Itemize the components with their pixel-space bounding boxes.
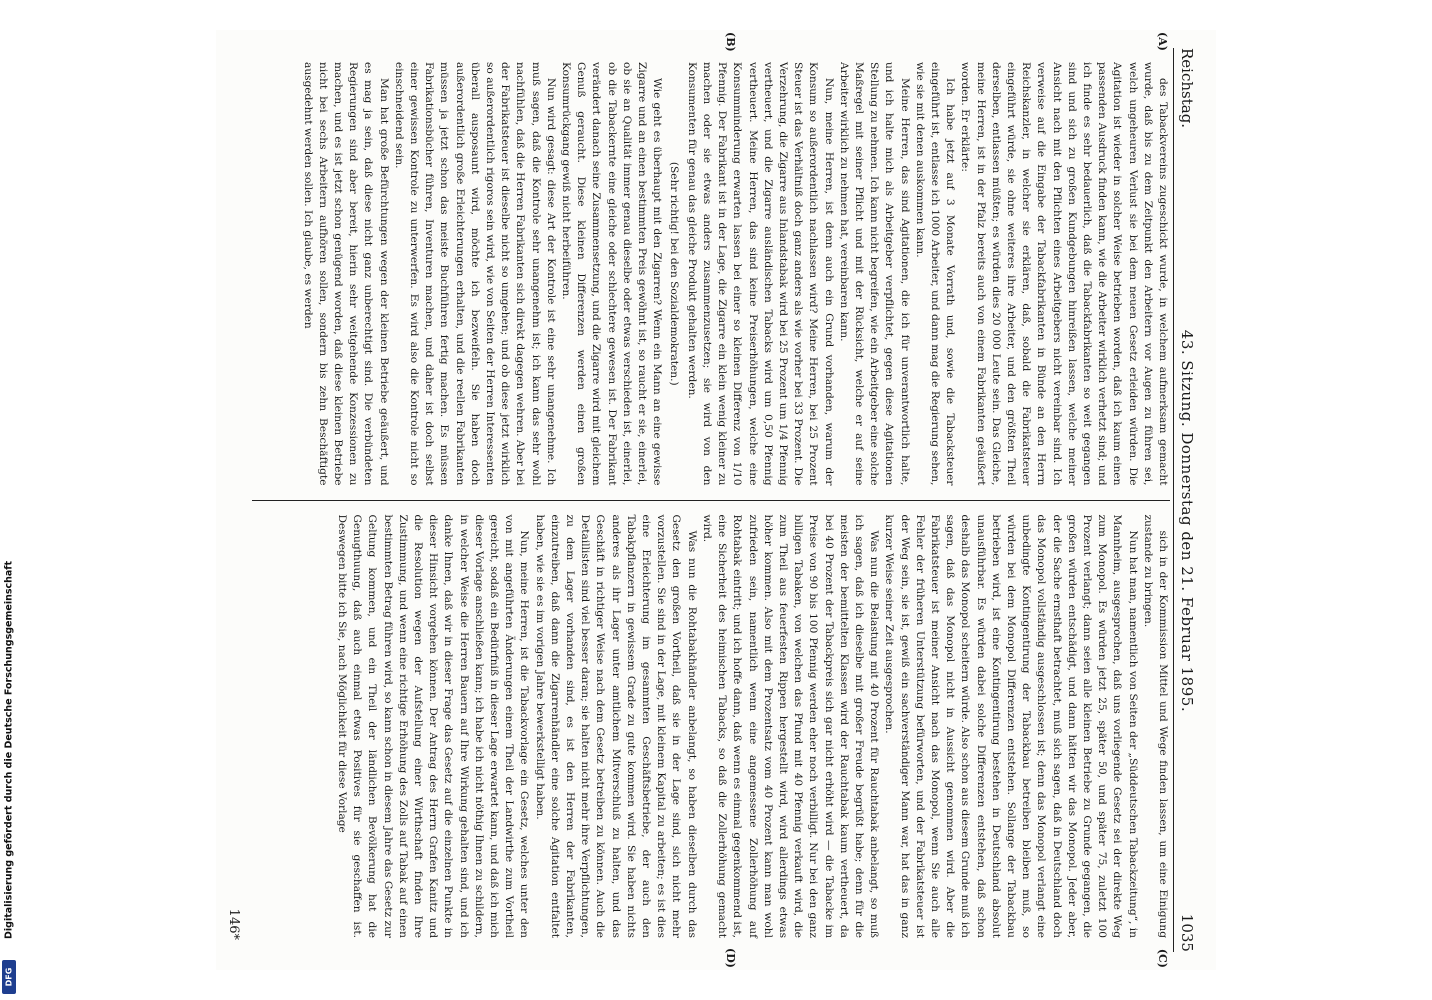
header-left: Reichstag. bbox=[1178, 48, 1196, 129]
left-column bbox=[252, 32, 1170, 500]
marker-c: (C) bbox=[1156, 948, 1169, 968]
paragraph: Ich habe jetzt auf 3 Monate Vorrath und, sowie die Tabacksteuer eingeführt ist, entlasse ich 1000 Arbeiter, und dann mag die Regierung sehen, wie sie mit denen auskommen kann. bbox=[913, 62, 957, 486]
document-page bbox=[216, 30, 1216, 970]
paragraph: Nun, meine Herren, ist denn auch ein Grund vorhanden, warum der Konsum so außerordentlich nachlassen wird? Meine Herren, bei 25 Prozent Steuer ist das Verhältniß doch ganz anders als wie vorher bei 33 Prozent. Die Verzehrung, die Zigarre aus Inlandstabak wird bei 25 Prozent um 1/4 Pfennig vertheuert, und die Zigarre ausländischen Tabacks wird um 0,50 Pfennig vertheuert. Meine Herren, das sind keine Preiserhöhungen, welche eine Konsumminderung erwarten lassen bei einer so kleinen Differenz von 1/10 Pfennig. Der Fabrikant ist in der Lage, die Zigarre ein klein wenig kleiner zu machen oder sie etwas anders zusammenzusetzen; sie wird von den Konsumenten für genau das gleiche Produkt gehalten werden. bbox=[685, 62, 835, 486]
paragraph: Was nun die Rohtabakhändler anbelangt, so haben dieselben durch das Gesetz den großen Vortheil, daß sie in der Lage sind, sich nicht mehr vorzustellen. Sie sind in der Lage, mit kleinem Kapital zu arbeiten; es ist dies eine Erleichterung im gesammten Geschäftsbetriebe, der auch den Tabakpflanzern in gewissem Grade zu gute kommen wird. Sie haben nichts anderes als ihr Lager unter amtlichem Mitverschluß zu halten, und das Geschäft in richtiger Weise nach dem Gesetz betreiben zu können. Auch die Detaillisten sind viel besser daran; sie halten nicht mehr ihre Verpflichtungen, zu dem Lager vorhanden sind, es ist den Herren der Fabrikanten, einzutreiben, daß dann die Zigarrenhändler eine solche Agitation entfaltet haben, wie sie es im vorigen Jahre bewerkstelligt haben. bbox=[533, 514, 698, 938]
dfg-logo bbox=[2, 960, 16, 994]
funding-note-text: Digitalisierung gefördert durch die Deutsche Forschungsgemeinschaft bbox=[3, 561, 15, 939]
paragraph: Nun, meine Herren, ist die Tabackvorlage ein Gesetz, welches unter den von mit angeführten Änderungen einem Theil der Landwirthe zum Vortheil gereicht, sodaß ein Bedürfniß in dieser Lage erwartet kann, und daß ich mich dieser Vorlage anschließen kann; ich habe ich nicht nöthig Ihnen zu schildern, in welcher Weise die Herren Bauern auf Ihre Wirkung gehalten sind, und ich danke Ihnen, daß wir in dieser Frage das Gesetz auf die einzelnen Punkte in dieser Hinsicht vorgehen können. Der Antrag des Herrn Grafen Kanitz und die Resolution wegen der Aufstellung einer Wirthschaft finden Ihre Zustimmung, und wenn eine richtige Erhöhung des Zolls auf Tabak auf einen bestimmten Betrag führen wird, so kann schon in diesem Jahre das Gesetz zur Geltung kommen, und ein Theil der ländlichen Bevölkerung hat die Genugthuung, daß auch einmal etwas Positives für sie geschaffen ist. Deswegen bitte ich Sie, nach Möglichkeit für diese Vorlage bbox=[336, 514, 531, 938]
paragraph: Meine Herren, das sind Agitationen, die ich für unverantwortlich halte, und ich halte mich als Arbeitgeber verpflichtet, gegen diese Agitationen Stellung zu nehmen. Ich kann nicht begreifen, wie ein Arbeitgeber eine solche Maßregel mit seiner Pflicht und mit der Rücksicht, welche er auf seine Arbeiter wirklich zu nehmen hat, vereinbaren kann. bbox=[837, 62, 911, 486]
paragraph: Nun hat man, namentlich von Seiten der „Süddeutschen Tabackzeitung“, in Mannheim, ausgesprochen, daß uns vorliegende Gesetz sei der direkte Weg zum Monopol. Es würden jetzt 25, später 50, und später 75, zuletzt 100 Prozent verlangt; dann seien alle kleinen Betriebe zu Grunde gegangen, die großen würden entschädigt, und dann hätten wir das Monopol. Jeder aber, der die Sache ernsthaft betrachtet, muß sich sagen, daß in Deutschland doch das Monopol vollständig ausgeschlossen ist; denn das Monopol verlangt eine unbedingte Kontingentirung der Tabackbau betreiben bleiben muß, so würden bei dem Monopol Differenzen entstehen. Sollange der Tabackbau betrieben wird, ist eine Kontingentirung bestehen in Deutschland absolut unausführbar. Es würden dabei solche Differenzen entstehen, daß schon deshalb das Monopol scheitern würde. Also schon aus diesem Grunde muß ich sagen, daß das Monopol nicht in Aussicht genommen wird. Aber die Fabrikatsteuer ist meiner Ansicht nach das Monopol, wenn Sie auch alle Fehler der früheren Unterstützung befürworten, und der Fabrikatsteuer ist der Weg sein, sie ist, gewiß ein sachverständiger Mann war, hat das in ganz kurzer Weise seiner Zeit ausgesprochen. bbox=[883, 514, 1139, 938]
right-column bbox=[252, 500, 1170, 968]
marker-a: (A) bbox=[1156, 32, 1169, 51]
marker-d: (D) bbox=[724, 948, 737, 968]
dfg-logo-text: DFG bbox=[4, 967, 14, 987]
paragraph: Man hat große Befürchtungen wegen der kleinen Betriebe geäußert, und es mag ja sein, daß diese nicht ganz unberechtigt sind. Die verbündeten Regierungen sind aber bereit, hierin sehr weitgehende Konzessionen zu machen, und es ist jetzt schon genügend worden, daß diese kleinen Betriebe nicht bei sechs Arbeitern aufhören sollen, sondern bis zehn Beschäftigte ausgedehnt werden sollen. Ich glaube, es werden bbox=[301, 62, 390, 486]
paragraph: sich in der Kommission Mittel und Wege finden lassen, um eine Einigung zustande zu bringen. bbox=[1141, 514, 1169, 938]
paragraph: Nun wird gesagt: diese Art der Kontrole ist eine sehr unangenehme. Ich muß sagen, daß die Kontrole sehr unangenehm ist; ich kann das sehr wohl nachfühlen, daß die Herren Fabrikanten sich direkt dagegen wehren. Aber bei der Fabrikatsteuer ist dieselbe nicht so umgehen; und ob diese jetzt wirklich so außerordentlich rigoros sein wird, wie von Seiten der Herren Interessenten überall ausposaunt wird, möchte ich bezweifeln. Sie haben doch außerordentlich große Erleichterungen erhalten, und die reellen Fabrikanten müssen ja jetzt schon das meiste Buchführen fertig machen. Es müssen Fabrikationsbücher führen, Inventuren machen, und daher ist doch selbst einer gewissen Kontrole zu unterwerfen. Es wird also die Kontrole nicht so einschneidend sein. bbox=[392, 62, 557, 486]
paragraph: Was nun die Belastung mit 40 Prozent für Rauchtabak anbelangt, so muß ich sagen, daß ich dieselbe mit großer Freude begrüßt habe; denn für die meisten der bemittelten Klassen wird der Rauchtabak kaum vertheuert, da bei 40 Prozent der Tabackpreis sich gar nicht erhöht wird — die Tabacke im Preise von 90 bis 100 Pfennig werden eher noch verbilligt. Nur bei den ganz billigen Tabaken, von welchen das Pfund mit 40 Pfennig verkauft wird, die zum Theil aus feuerfesten Rippen hergestellt wird, wird allerdings etwas höher kommen. Also mit dem Prozentsatz vom 40 Prozent kann man wohl zufrieden sein, namentlich wenn eine angemessene Zollerhöhung auf Rohtabak eintritt; und ich hoffe dann, daß wenn es einmal gegenkommend ist, eine Sicherheit des heimischen Tabacks, so daß die Zollerhöhung gemacht wird. bbox=[700, 514, 881, 938]
interjection: (Sehr richtig! bei den Sozialdemokraten.) bbox=[668, 161, 681, 386]
text-columns bbox=[252, 32, 1170, 968]
paragraph: Wie geht es überhaupt mit den Zigarren? Wenn ein Mann an eine gewisse Zigarre und an einen bestimmten Preis gewöhnt ist, so raucht er sie, einerlei, ob sie an Qualität immer genau dieselbe oder etwas verschieden ist, einerlei, ob die Tabackernte eine gleiche oder schlechtere gewesen ist. Der Fabrikant verändert danach seine Zusammensetzung, und die Zigarre wird mit gleichem Genuß geraucht. Diese kleinen Differenzen werden einen großen Konsumrückgang gewiß nicht herbeiführen. bbox=[560, 62, 664, 486]
funding-note bbox=[2, 500, 16, 1000]
paragraph: des Tabackvereins zugeschickt wurde, in welchem aufmerksam gemacht wurde, daß bis zu dem Zeitpunkt den Arbeitern vor Augen zu führen sei, welch ungeheuren Verlust sie bei dem neuen Gesetz erleiden würden. Die Agitation ist wieder in solcher Weise betrieben worden, daß ich kaum einen passenden Ausdruck finden kann, wie die Arbeiter wirklich verhetzt sind; und ich finde es sehr bedauerlich, daß die Tabackfabrikanten so weit gegangen sind und sich zu großen Kundgebungen hinreißen lassen, welche meiner Ansicht nach mit den Pflichten eines Arbeitgebers nicht vereinbar sind. Ich verweise auf die Eingabe der Tabackfabrikanten in Bünde an den Herrn Reichskanzler, in welcher sie erklären, daß, sobald die Fabrikatsteuer eingeführt würde, sie ohne weiteres ihre Arbeiter, und den größten Theil derselben, entlassen müßten; es würden dies 20 000 Leute sein. Das Gleiche, meine Herren, ist in der Pfalz bereits auch von einem Fabrikanten geäußert worden. Er erklärte: bbox=[959, 62, 1169, 486]
page-number: 1035 bbox=[1178, 913, 1196, 952]
header-title: 43. Sitzung. Donnerstag den 21. Februar 1895. bbox=[1178, 329, 1196, 713]
page-header bbox=[1173, 48, 1208, 952]
signature-mark: 146* bbox=[226, 908, 241, 940]
marker-b: (B) bbox=[724, 32, 737, 52]
